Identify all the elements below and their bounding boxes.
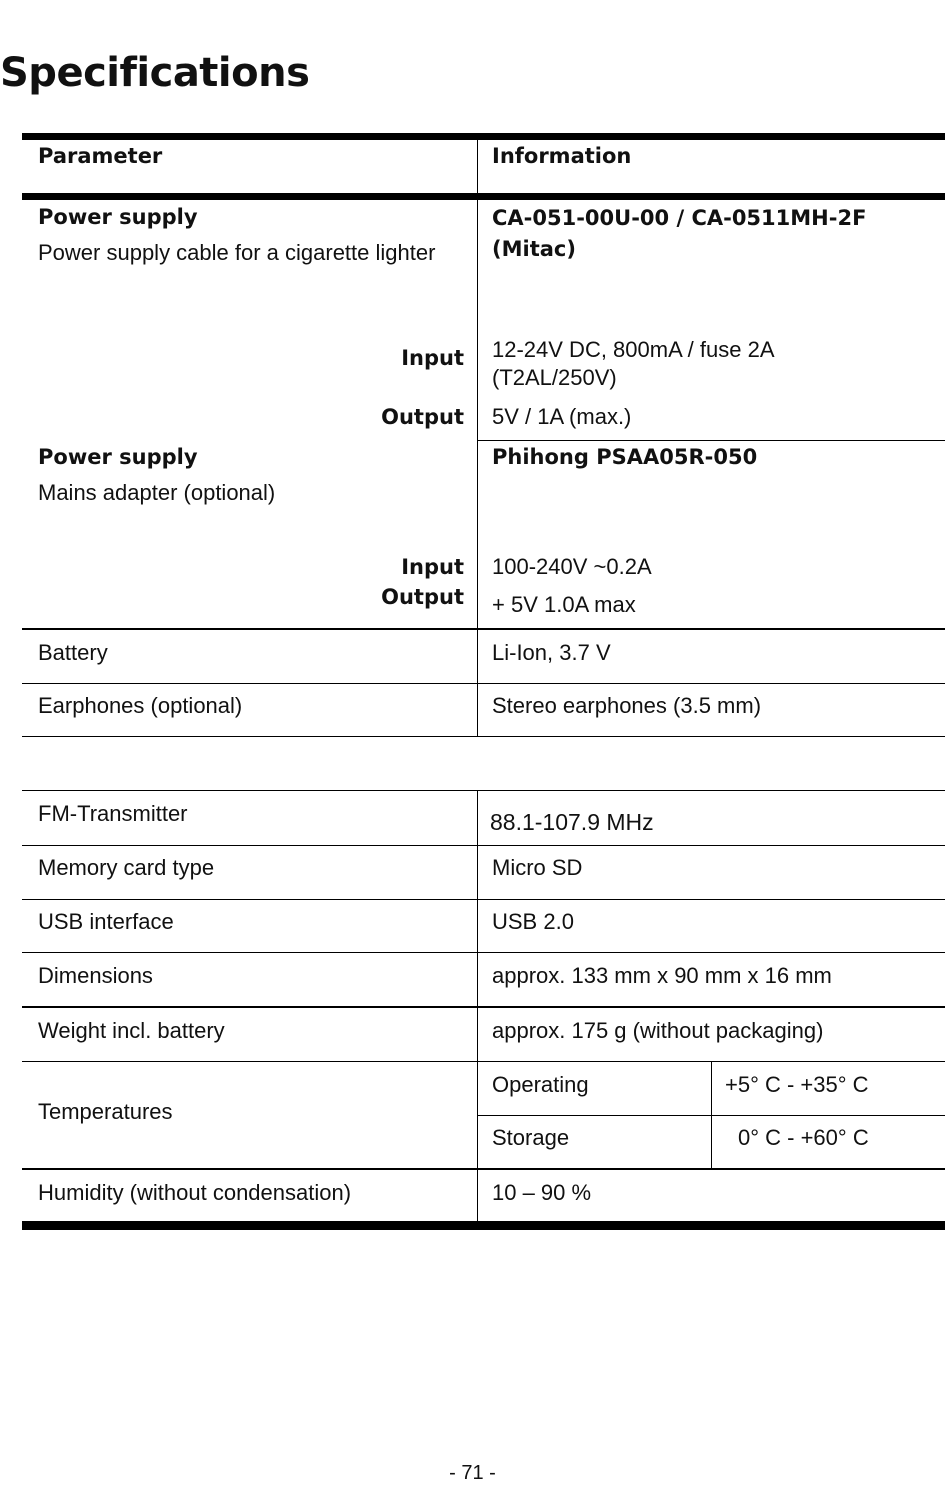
power-supply-car-heading: Power supply [38,205,198,229]
table-row-parameter: FM-Transmitter [38,801,188,826]
temperature-operating-label: Operating [492,1072,589,1097]
row-divider [22,952,945,953]
power-supply-mains-output-label: Output [381,585,464,609]
temperature-storage-label: Storage [492,1125,570,1150]
row-divider [22,736,945,737]
power-supply-car-output-value: 5V / 1A (max.) [492,404,632,429]
power-supply-car-output-label: Output [381,405,464,429]
table-row-information: Stereo earphones (3.5 mm) [492,693,762,718]
power-supply-car-model: CA-051-00U-00 / CA-0511MH-2F (Mitac) [492,206,867,261]
table-top-rule [22,133,945,140]
row-divider [22,628,945,630]
table-row-information: approx. 175 g (without packaging) [492,1018,824,1043]
table-row-parameter: Dimensions [38,963,153,988]
table-row-parameter: Weight incl. battery [38,1018,225,1043]
power-supply-mains-input-label: Input [401,555,464,579]
row-divider [22,1061,945,1062]
column-divider [477,140,478,737]
power-supply-car-input-label: Input [401,346,464,370]
humidity-information: 10 – 90 % [492,1180,592,1205]
power-supply-car-input-value: 12-24V DC, 800mA / fuse 2A (T2AL/250V) [492,337,774,390]
row-divider [22,899,945,900]
page-title: Specifications [0,50,310,96]
power-supply-mains-output-value: + 5V 1.0A max [492,592,636,617]
row-divider [22,1006,945,1008]
table-row-information: approx. 133 mm x 90 mm x 16 mm [492,963,832,988]
power-supply-car-description: Power supply cable for a cigarette lighter [38,240,436,265]
row-divider [477,440,945,441]
power-supply-mains-heading: Power supply [38,445,198,469]
header-information: Information [492,144,632,168]
column-divider [477,790,478,1221]
row-divider [22,845,945,846]
table-row-information: Micro SD [492,855,583,880]
page-number: - 71 - [449,1462,496,1484]
table-row-information: Li-Ion, 3.7 V [492,640,611,665]
table-row-parameter: Battery [38,640,108,665]
table-row-parameter: Memory card type [38,855,215,880]
header-parameter: Parameter [38,144,163,168]
table-bottom-rule [22,1221,945,1230]
humidity-parameter: Humidity (without condensation) [38,1180,352,1205]
power-supply-mains-description: Mains adapter (optional) [38,480,276,505]
table-row-parameter: USB interface [38,909,174,934]
row-divider [22,790,945,791]
column-divider [711,1061,712,1168]
header-bottom-rule [22,193,945,200]
table-row-parameter: Earphones (optional) [38,693,243,718]
table-row-information: USB 2.0 [492,909,574,934]
temperature-operating-value: +5° C - +35° C [725,1072,869,1097]
power-supply-mains-model: Phihong PSAA05R-050 [492,445,758,469]
specifications-table [22,133,945,1231]
table-row-information: 88.1-107.9 MHz [490,809,654,835]
temperatures-parameter: Temperatures [38,1099,173,1124]
row-divider [22,683,945,684]
power-supply-mains-input-value: 100-240V ~0.2A [492,554,652,579]
row-divider [22,1168,945,1170]
temperature-storage-value: 0° C - +60° C [738,1125,869,1150]
